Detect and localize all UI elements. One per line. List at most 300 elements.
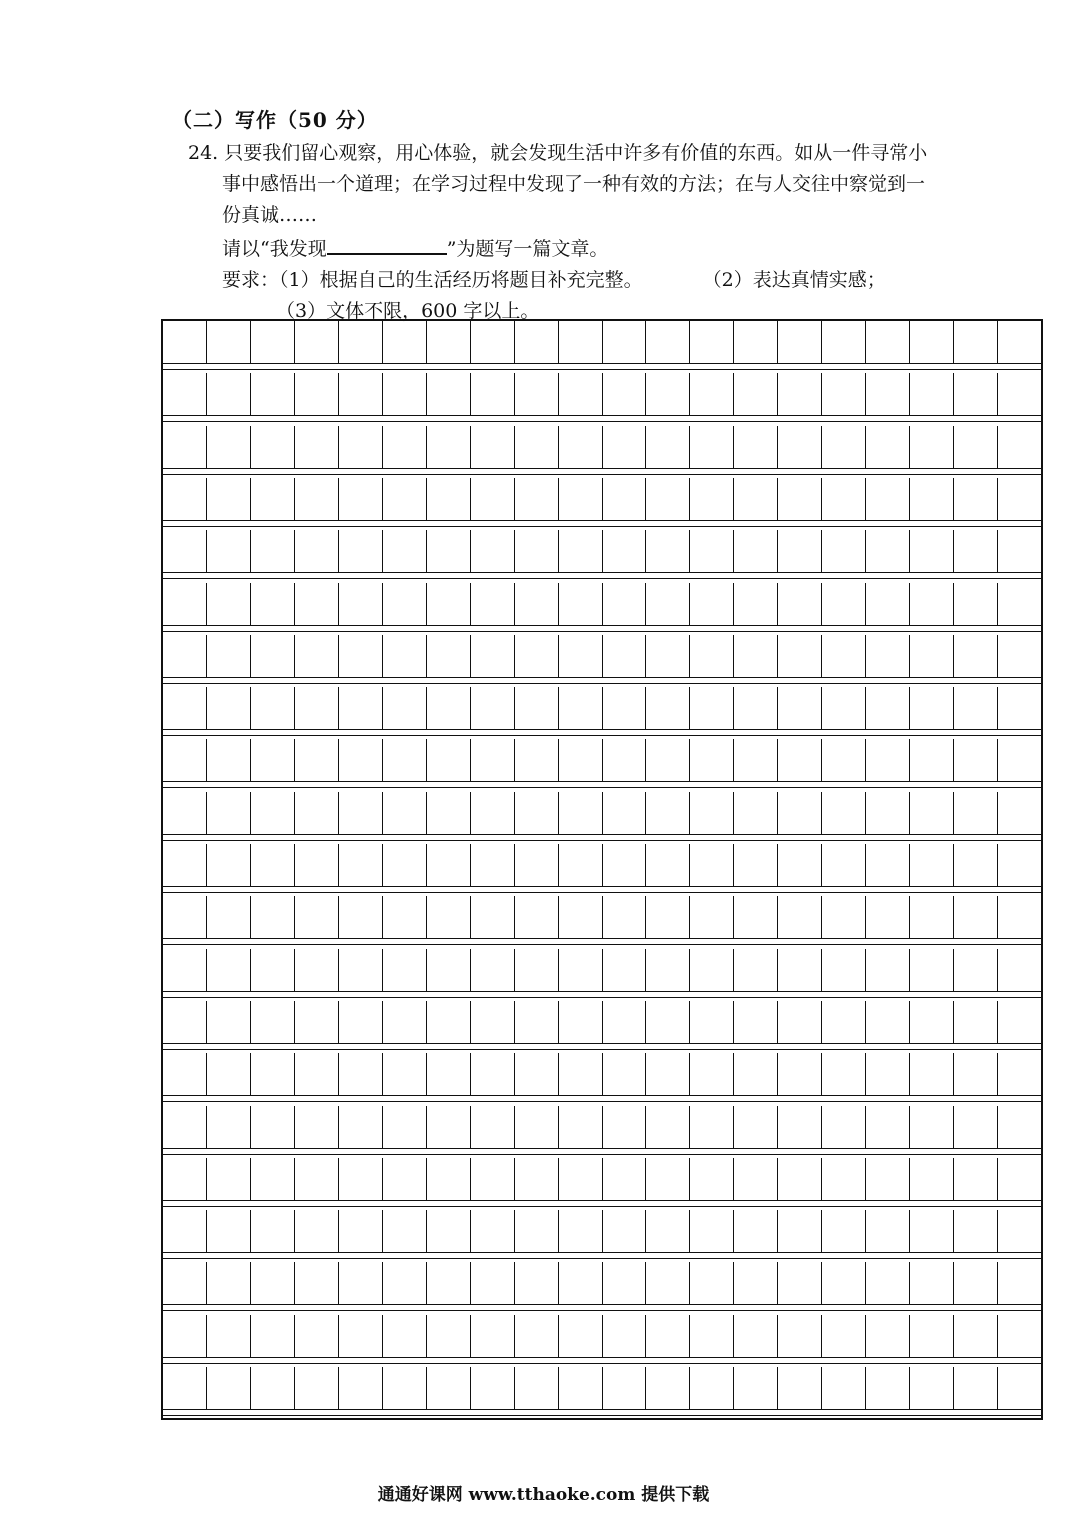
grid-cell[interactable] (471, 792, 515, 834)
grid-cell[interactable] (295, 1367, 339, 1409)
grid-cell[interactable] (734, 1106, 778, 1148)
grid-cell[interactable] (559, 1367, 603, 1409)
grid-cell[interactable] (251, 478, 295, 520)
grid-cell[interactable] (383, 792, 427, 834)
grid-cell[interactable] (427, 1053, 471, 1095)
grid-cell[interactable] (207, 321, 251, 363)
grid-cell[interactable] (998, 792, 1041, 834)
grid-cell[interactable] (383, 1001, 427, 1043)
grid-cell[interactable] (427, 687, 471, 729)
grid-cell[interactable] (515, 1001, 559, 1043)
grid-cell[interactable] (251, 1106, 295, 1148)
grid-cell[interactable] (954, 1315, 998, 1357)
grid-cell[interactable] (383, 949, 427, 991)
grid-cell[interactable] (339, 896, 383, 938)
grid-cell[interactable] (778, 1001, 822, 1043)
grid-cell[interactable] (339, 1053, 383, 1095)
grid-cell[interactable] (646, 1315, 690, 1357)
grid-cell[interactable] (471, 1053, 515, 1095)
grid-cell[interactable] (163, 530, 207, 572)
grid-cell[interactable] (866, 844, 910, 886)
grid-cell[interactable] (559, 478, 603, 520)
grid-cell[interactable] (163, 478, 207, 520)
grid-cell[interactable] (515, 583, 559, 625)
grid-cell[interactable] (207, 1210, 251, 1252)
grid-cell[interactable] (646, 739, 690, 781)
grid-cell[interactable] (383, 530, 427, 572)
grid-cell[interactable] (778, 687, 822, 729)
grid-cell[interactable] (954, 478, 998, 520)
grid-cell[interactable] (690, 687, 734, 729)
grid-cell[interactable] (954, 635, 998, 677)
grid-cell[interactable] (734, 1210, 778, 1252)
grid-cell[interactable] (822, 1367, 866, 1409)
grid-cell[interactable] (295, 1262, 339, 1304)
grid-cell[interactable] (339, 844, 383, 886)
grid-cell[interactable] (515, 792, 559, 834)
grid-cell[interactable] (866, 321, 910, 363)
grid-cell[interactable] (163, 583, 207, 625)
grid-cell[interactable] (207, 949, 251, 991)
grid-cell[interactable] (603, 1315, 647, 1357)
grid-cell[interactable] (603, 530, 647, 572)
grid-cell[interactable] (998, 739, 1041, 781)
grid-cell[interactable] (998, 530, 1041, 572)
grid-cell[interactable] (207, 1053, 251, 1095)
grid-cell[interactable] (295, 792, 339, 834)
grid-cell[interactable] (163, 1106, 207, 1148)
grid-cell[interactable] (559, 1315, 603, 1357)
grid-cell[interactable] (559, 1262, 603, 1304)
grid-cell[interactable] (866, 739, 910, 781)
grid-cell[interactable] (954, 687, 998, 729)
grid-cell[interactable] (163, 1367, 207, 1409)
grid-cell[interactable] (734, 1053, 778, 1095)
grid-cell[interactable] (998, 896, 1041, 938)
grid-cell[interactable] (690, 373, 734, 415)
grid-cell[interactable] (734, 1315, 778, 1357)
grid-cell[interactable] (251, 1001, 295, 1043)
grid-cell[interactable] (427, 530, 471, 572)
grid-cell[interactable] (207, 478, 251, 520)
grid-cell[interactable] (207, 635, 251, 677)
grid-cell[interactable] (471, 478, 515, 520)
grid-cell[interactable] (471, 583, 515, 625)
grid-cell[interactable] (207, 792, 251, 834)
grid-cell[interactable] (559, 1053, 603, 1095)
grid-cell[interactable] (383, 373, 427, 415)
grid-cell[interactable] (778, 949, 822, 991)
grid-cell[interactable] (427, 635, 471, 677)
grid-cell[interactable] (646, 583, 690, 625)
grid-cell[interactable] (383, 478, 427, 520)
grid-cell[interactable] (954, 321, 998, 363)
grid-cell[interactable] (690, 1001, 734, 1043)
grid-cell[interactable] (515, 1106, 559, 1148)
grid-cell[interactable] (251, 1210, 295, 1252)
grid-cell[interactable] (910, 739, 954, 781)
grid-cell[interactable] (822, 635, 866, 677)
grid-cell[interactable] (471, 1367, 515, 1409)
grid-cell[interactable] (471, 530, 515, 572)
grid-cell[interactable] (383, 1053, 427, 1095)
grid-cell[interactable] (998, 1001, 1041, 1043)
grid-cell[interactable] (822, 792, 866, 834)
grid-cell[interactable] (515, 635, 559, 677)
grid-cell[interactable] (822, 739, 866, 781)
grid-cell[interactable] (734, 949, 778, 991)
grid-cell[interactable] (690, 1262, 734, 1304)
grid-cell[interactable] (646, 635, 690, 677)
grid-cell[interactable] (515, 373, 559, 415)
grid-cell[interactable] (427, 792, 471, 834)
grid-cell[interactable] (778, 844, 822, 886)
grid-cell[interactable] (471, 739, 515, 781)
grid-cell[interactable] (427, 1367, 471, 1409)
grid-cell[interactable] (690, 583, 734, 625)
grid-cell[interactable] (163, 1158, 207, 1200)
grid-cell[interactable] (515, 687, 559, 729)
grid-cell[interactable] (954, 1262, 998, 1304)
grid-cell[interactable] (251, 896, 295, 938)
grid-cell[interactable] (910, 949, 954, 991)
grid-cell[interactable] (427, 1262, 471, 1304)
grid-cell[interactable] (734, 321, 778, 363)
grid-cell[interactable] (954, 530, 998, 572)
grid-cell[interactable] (603, 844, 647, 886)
grid-cell[interactable] (559, 1001, 603, 1043)
grid-cell[interactable] (251, 1367, 295, 1409)
grid-cell[interactable] (207, 426, 251, 468)
grid-cell[interactable] (339, 1262, 383, 1304)
grid-cell[interactable] (734, 530, 778, 572)
grid-cell[interactable] (866, 1367, 910, 1409)
grid-cell[interactable] (998, 426, 1041, 468)
grid-cell[interactable] (866, 1053, 910, 1095)
grid-cell[interactable] (603, 373, 647, 415)
grid-cell[interactable] (427, 583, 471, 625)
grid-cell[interactable] (866, 583, 910, 625)
grid-cell[interactable] (207, 1001, 251, 1043)
grid-cell[interactable] (910, 321, 954, 363)
grid-cell[interactable] (954, 896, 998, 938)
grid-cell[interactable] (734, 583, 778, 625)
grid-cell[interactable] (339, 1315, 383, 1357)
grid-cell[interactable] (910, 426, 954, 468)
grid-cell[interactable] (163, 635, 207, 677)
grid-cell[interactable] (646, 1262, 690, 1304)
grid-cell[interactable] (559, 792, 603, 834)
grid-cell[interactable] (339, 635, 383, 677)
grid-cell[interactable] (515, 1210, 559, 1252)
grid-cell[interactable] (998, 1158, 1041, 1200)
grid-cell[interactable] (646, 949, 690, 991)
grid-cell[interactable] (603, 739, 647, 781)
grid-cell[interactable] (778, 739, 822, 781)
grid-cell[interactable] (998, 1262, 1041, 1304)
grid-cell[interactable] (778, 321, 822, 363)
grid-cell[interactable] (559, 739, 603, 781)
grid-cell[interactable] (559, 426, 603, 468)
grid-cell[interactable] (559, 583, 603, 625)
grid-cell[interactable] (207, 1158, 251, 1200)
grid-cell[interactable] (910, 1053, 954, 1095)
grid-cell[interactable] (383, 1106, 427, 1148)
grid-cell[interactable] (734, 373, 778, 415)
grid-cell[interactable] (339, 478, 383, 520)
grid-cell[interactable] (646, 1053, 690, 1095)
grid-cell[interactable] (163, 1315, 207, 1357)
grid-cell[interactable] (646, 321, 690, 363)
grid-cell[interactable] (295, 949, 339, 991)
grid-cell[interactable] (822, 1210, 866, 1252)
grid-cell[interactable] (251, 949, 295, 991)
grid-cell[interactable] (295, 687, 339, 729)
grid-cell[interactable] (471, 687, 515, 729)
grid-cell[interactable] (515, 1262, 559, 1304)
grid-cell[interactable] (690, 792, 734, 834)
grid-cell[interactable] (295, 1106, 339, 1148)
grid-cell[interactable] (690, 1315, 734, 1357)
grid-cell[interactable] (646, 478, 690, 520)
grid-cell[interactable] (383, 583, 427, 625)
grid-cell[interactable] (427, 426, 471, 468)
grid-cell[interactable] (251, 1053, 295, 1095)
grid-cell[interactable] (866, 1262, 910, 1304)
grid-cell[interactable] (822, 1262, 866, 1304)
grid-cell[interactable] (646, 426, 690, 468)
grid-cell[interactable] (163, 739, 207, 781)
grid-cell[interactable] (207, 844, 251, 886)
grid-cell[interactable] (866, 1106, 910, 1148)
grid-cell[interactable] (866, 426, 910, 468)
grid-cell[interactable] (471, 1106, 515, 1148)
grid-cell[interactable] (515, 321, 559, 363)
grid-cell[interactable] (251, 530, 295, 572)
grid-cell[interactable] (295, 583, 339, 625)
grid-cell[interactable] (603, 1210, 647, 1252)
grid-cell[interactable] (163, 373, 207, 415)
grid-cell[interactable] (427, 1001, 471, 1043)
grid-cell[interactable] (163, 1210, 207, 1252)
grid-cell[interactable] (910, 530, 954, 572)
grid-cell[interactable] (646, 687, 690, 729)
grid-cell[interactable] (603, 896, 647, 938)
grid-cell[interactable] (910, 1106, 954, 1148)
grid-cell[interactable] (471, 844, 515, 886)
grid-cell[interactable] (954, 739, 998, 781)
grid-cell[interactable] (515, 949, 559, 991)
grid-cell[interactable] (954, 1367, 998, 1409)
grid-cell[interactable] (998, 1315, 1041, 1357)
grid-cell[interactable] (295, 426, 339, 468)
grid-cell[interactable] (515, 530, 559, 572)
grid-cell[interactable] (910, 1262, 954, 1304)
grid-cell[interactable] (207, 1315, 251, 1357)
grid-cell[interactable] (163, 949, 207, 991)
grid-cell[interactable] (163, 896, 207, 938)
grid-cell[interactable] (427, 949, 471, 991)
grid-cell[interactable] (427, 1106, 471, 1148)
grid-cell[interactable] (778, 1210, 822, 1252)
grid-cell[interactable] (822, 530, 866, 572)
grid-cell[interactable] (778, 1315, 822, 1357)
grid-cell[interactable] (778, 896, 822, 938)
grid-cell[interactable] (295, 739, 339, 781)
grid-cell[interactable] (998, 1367, 1041, 1409)
grid-cell[interactable] (822, 687, 866, 729)
grid-cell[interactable] (295, 530, 339, 572)
grid-cell[interactable] (646, 792, 690, 834)
grid-cell[interactable] (295, 1210, 339, 1252)
grid-cell[interactable] (778, 426, 822, 468)
grid-cell[interactable] (778, 1262, 822, 1304)
grid-cell[interactable] (207, 687, 251, 729)
grid-cell[interactable] (295, 1001, 339, 1043)
grid-cell[interactable] (603, 635, 647, 677)
grid-cell[interactable] (471, 1210, 515, 1252)
grid-cell[interactable] (603, 426, 647, 468)
grid-cell[interactable] (295, 373, 339, 415)
grid-cell[interactable] (778, 1367, 822, 1409)
grid-cell[interactable] (734, 844, 778, 886)
grid-cell[interactable] (954, 1053, 998, 1095)
grid-cell[interactable] (822, 583, 866, 625)
grid-cell[interactable] (383, 687, 427, 729)
grid-cell[interactable] (383, 1262, 427, 1304)
grid-cell[interactable] (427, 896, 471, 938)
grid-cell[interactable] (646, 1158, 690, 1200)
grid-cell[interactable] (910, 687, 954, 729)
grid-cell[interactable] (515, 1158, 559, 1200)
grid-cell[interactable] (866, 478, 910, 520)
grid-cell[interactable] (954, 949, 998, 991)
grid-cell[interactable] (778, 478, 822, 520)
grid-cell[interactable] (515, 739, 559, 781)
grid-cell[interactable] (646, 1001, 690, 1043)
grid-cell[interactable] (778, 792, 822, 834)
grid-cell[interactable] (383, 844, 427, 886)
grid-cell[interactable] (163, 1053, 207, 1095)
grid-cell[interactable] (163, 1001, 207, 1043)
grid-cell[interactable] (559, 844, 603, 886)
grid-cell[interactable] (998, 635, 1041, 677)
grid-cell[interactable] (998, 478, 1041, 520)
grid-cell[interactable] (910, 896, 954, 938)
grid-cell[interactable] (603, 478, 647, 520)
grid-cell[interactable] (383, 1367, 427, 1409)
grid-cell[interactable] (822, 478, 866, 520)
grid-cell[interactable] (690, 1367, 734, 1409)
grid-cell[interactable] (954, 1158, 998, 1200)
grid-cell[interactable] (207, 1106, 251, 1148)
grid-cell[interactable] (998, 321, 1041, 363)
grid-cell[interactable] (471, 373, 515, 415)
grid-cell[interactable] (822, 373, 866, 415)
grid-cell[interactable] (734, 1367, 778, 1409)
grid-cell[interactable] (251, 1158, 295, 1200)
grid-cell[interactable] (998, 583, 1041, 625)
grid-cell[interactable] (734, 739, 778, 781)
grid-cell[interactable] (339, 1367, 383, 1409)
grid-cell[interactable] (339, 1158, 383, 1200)
grid-cell[interactable] (207, 1262, 251, 1304)
grid-cell[interactable] (383, 1315, 427, 1357)
grid-cell[interactable] (339, 949, 383, 991)
grid-cell[interactable] (734, 478, 778, 520)
grid-cell[interactable] (910, 1315, 954, 1357)
grid-cell[interactable] (339, 583, 383, 625)
grid-cell[interactable] (471, 1158, 515, 1200)
grid-cell[interactable] (339, 530, 383, 572)
grid-cell[interactable] (383, 321, 427, 363)
grid-cell[interactable] (383, 426, 427, 468)
grid-cell[interactable] (822, 949, 866, 991)
grid-cell[interactable] (559, 530, 603, 572)
grid-cell[interactable] (471, 949, 515, 991)
grid-cell[interactable] (822, 426, 866, 468)
grid-cell[interactable] (251, 426, 295, 468)
grid-cell[interactable] (559, 949, 603, 991)
grid-cell[interactable] (471, 1262, 515, 1304)
grid-cell[interactable] (998, 949, 1041, 991)
grid-cell[interactable] (998, 687, 1041, 729)
grid-cell[interactable] (646, 896, 690, 938)
grid-cell[interactable] (734, 896, 778, 938)
grid-cell[interactable] (690, 844, 734, 886)
grid-cell[interactable] (207, 530, 251, 572)
grid-cell[interactable] (339, 739, 383, 781)
grid-cell[interactable] (954, 792, 998, 834)
grid-cell[interactable] (339, 1210, 383, 1252)
grid-cell[interactable] (559, 635, 603, 677)
grid-cell[interactable] (295, 1158, 339, 1200)
grid-cell[interactable] (207, 583, 251, 625)
grid-cell[interactable] (822, 1106, 866, 1148)
grid-cell[interactable] (998, 373, 1041, 415)
grid-cell[interactable] (998, 1053, 1041, 1095)
grid-cell[interactable] (295, 478, 339, 520)
grid-cell[interactable] (954, 583, 998, 625)
grid-cell[interactable] (603, 1262, 647, 1304)
grid-cell[interactable] (339, 792, 383, 834)
grid-cell[interactable] (866, 1315, 910, 1357)
grid-cell[interactable] (207, 1367, 251, 1409)
grid-cell[interactable] (910, 635, 954, 677)
grid-cell[interactable] (251, 687, 295, 729)
grid-cell[interactable] (339, 321, 383, 363)
grid-cell[interactable] (559, 321, 603, 363)
grid-cell[interactable] (822, 1158, 866, 1200)
grid-cell[interactable] (646, 1106, 690, 1148)
grid-cell[interactable] (734, 426, 778, 468)
grid-cell[interactable] (910, 792, 954, 834)
grid-cell[interactable] (734, 1158, 778, 1200)
grid-cell[interactable] (603, 321, 647, 363)
grid-cell[interactable] (778, 583, 822, 625)
grid-cell[interactable] (734, 687, 778, 729)
grid-cell[interactable] (471, 1315, 515, 1357)
grid-cell[interactable] (822, 1053, 866, 1095)
grid-cell[interactable] (910, 583, 954, 625)
grid-cell[interactable] (778, 1106, 822, 1148)
grid-cell[interactable] (822, 896, 866, 938)
grid-cell[interactable] (163, 687, 207, 729)
grid-cell[interactable] (954, 1106, 998, 1148)
grid-cell[interactable] (910, 373, 954, 415)
grid-cell[interactable] (163, 844, 207, 886)
grid-cell[interactable] (471, 896, 515, 938)
